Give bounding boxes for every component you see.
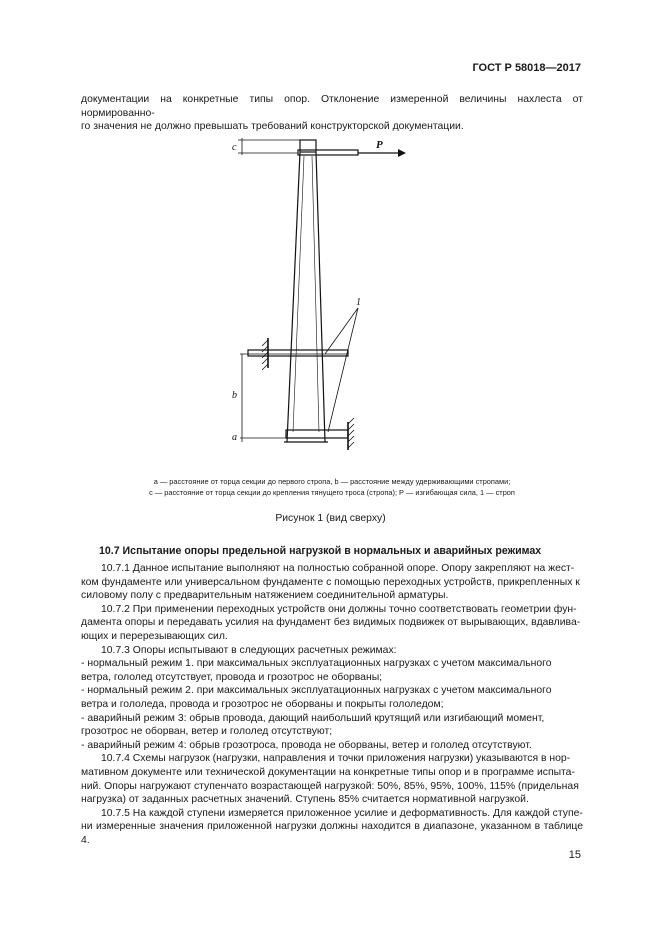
strap-leader-upper bbox=[325, 308, 358, 354]
paragraph-line: 10.7.3 Опоры испытывают в следующих расчетных режимах: bbox=[101, 644, 397, 656]
force-arrow-head bbox=[398, 149, 406, 157]
section-body bbox=[81, 562, 583, 847]
paragraph-line: 10.7.5 На каждой ступени измеряется приложенное усилие и деформативность. Для каждой ступе- bbox=[101, 807, 583, 819]
intro-paragraph bbox=[81, 93, 583, 134]
intro-line-2: го значения не должно превышать требований конструкторской документации. bbox=[81, 121, 464, 133]
paragraph-line: 10.7.4 Схемы нагрузок (нагрузки, направления и точки приложения нагрузки) указываются в нор- bbox=[101, 753, 571, 765]
strap-leader-lower bbox=[328, 308, 358, 432]
paragraph-line: ком фундаменте или универсальном фундаменте с помощью переходных устройств, прикрепленных к bbox=[81, 576, 580, 588]
paragraph-line: нагрузка) от заданных расчетных значений. Ступень 85% считается нормативной нагрузкой. bbox=[81, 794, 529, 806]
holding-strap-lower bbox=[286, 430, 348, 438]
pole-left-edge bbox=[287, 152, 300, 442]
intro-line-1: документации на конкретные типы опор. Отклонение измеренной величины нахлеста от нормированно- bbox=[81, 94, 583, 119]
label-a: a bbox=[232, 432, 237, 443]
paragraph-line: ветра, гололед отсутствует, провода и грозотрос не оборваны; bbox=[81, 671, 383, 683]
pole-right-edge bbox=[316, 152, 325, 442]
paragraph-line: грозотрос не оборван, ветер и гололед отсутствуют; bbox=[81, 726, 333, 738]
paragraph-line: ний. Опоры нагружают ступенчато возрастающей нагрузкой: 50%, 85%, 95%, 100%, 115% (придельная bbox=[81, 780, 579, 792]
paragraph-line: - аварийный режим 3: обрыв провода, дающий наибольший крутящий или изгибающий момент, bbox=[81, 712, 545, 724]
caption-line-2: c — расстояние от торца секции до крепления тянущего троса (стропа); P — изгибающая сила, 1 — строп bbox=[149, 488, 515, 497]
paragraph-line: - аварийный режим 4: обрыв грозотроса, провода не оборваны, ветер и гололед отсутствуют. bbox=[81, 739, 532, 751]
label-force-P: P bbox=[376, 139, 383, 151]
page-number: 15 bbox=[568, 849, 581, 861]
document-standard-header: ГОСТ Р 58018—2017 bbox=[472, 62, 581, 74]
pole-test-figure bbox=[220, 132, 420, 452]
label-strap-1: 1 bbox=[356, 297, 361, 308]
label-b: b bbox=[232, 390, 237, 401]
section-heading: 10.7 Испытание опоры предельной нагрузкой в нормальных и аварийных режимах bbox=[99, 545, 542, 557]
label-c: c bbox=[232, 142, 237, 153]
paragraph-line: 10.7.1 Данное испытание выполняют на полностью собранной опоре. Опору закрепляют на жест- bbox=[101, 563, 575, 574]
paragraph-line: дамента опоры и передавать усилия на фундамент без видимых подвижек от вырывающих, вдавлива- bbox=[81, 617, 581, 629]
paragraph-line: 10.7.2 При применении переходных устройств они должны точно соответствовать геометрии фун- bbox=[101, 603, 577, 615]
paragraph-line: ни измеренные значения приложенной нагрузки должны находится в диапазоне, указанном в таблице 4. bbox=[81, 821, 583, 846]
paragraph-line: ветра и гололеда, провода и грозотрос не оборваны и покрыты гололедом; bbox=[81, 698, 444, 710]
figure-title: Рисунок 1 (вид сверху) bbox=[275, 513, 386, 524]
figure-caption bbox=[90, 476, 574, 498]
paragraph-line: силовому полу с предварительным натяжением соединительной арматуры. bbox=[81, 590, 449, 602]
paragraph-line: - нормальный режим 2. при максимальных эксплуатационных нагрузках с учетом максимального bbox=[81, 685, 552, 697]
paragraph-line: мативном документе или технической документации на конкретные типы опор и в программе испыта- bbox=[81, 766, 575, 778]
caption-line-1: a — расстояние от торца секции до первого стропа, b — расстояние между удерживающими стропами; bbox=[153, 477, 511, 486]
paragraph-line: - нормальный режим 1. при максимальных эксплуатационных нагрузках с учетом максимального bbox=[81, 658, 552, 670]
paragraph-line: ющих и перерезывающих сил. bbox=[81, 630, 228, 642]
